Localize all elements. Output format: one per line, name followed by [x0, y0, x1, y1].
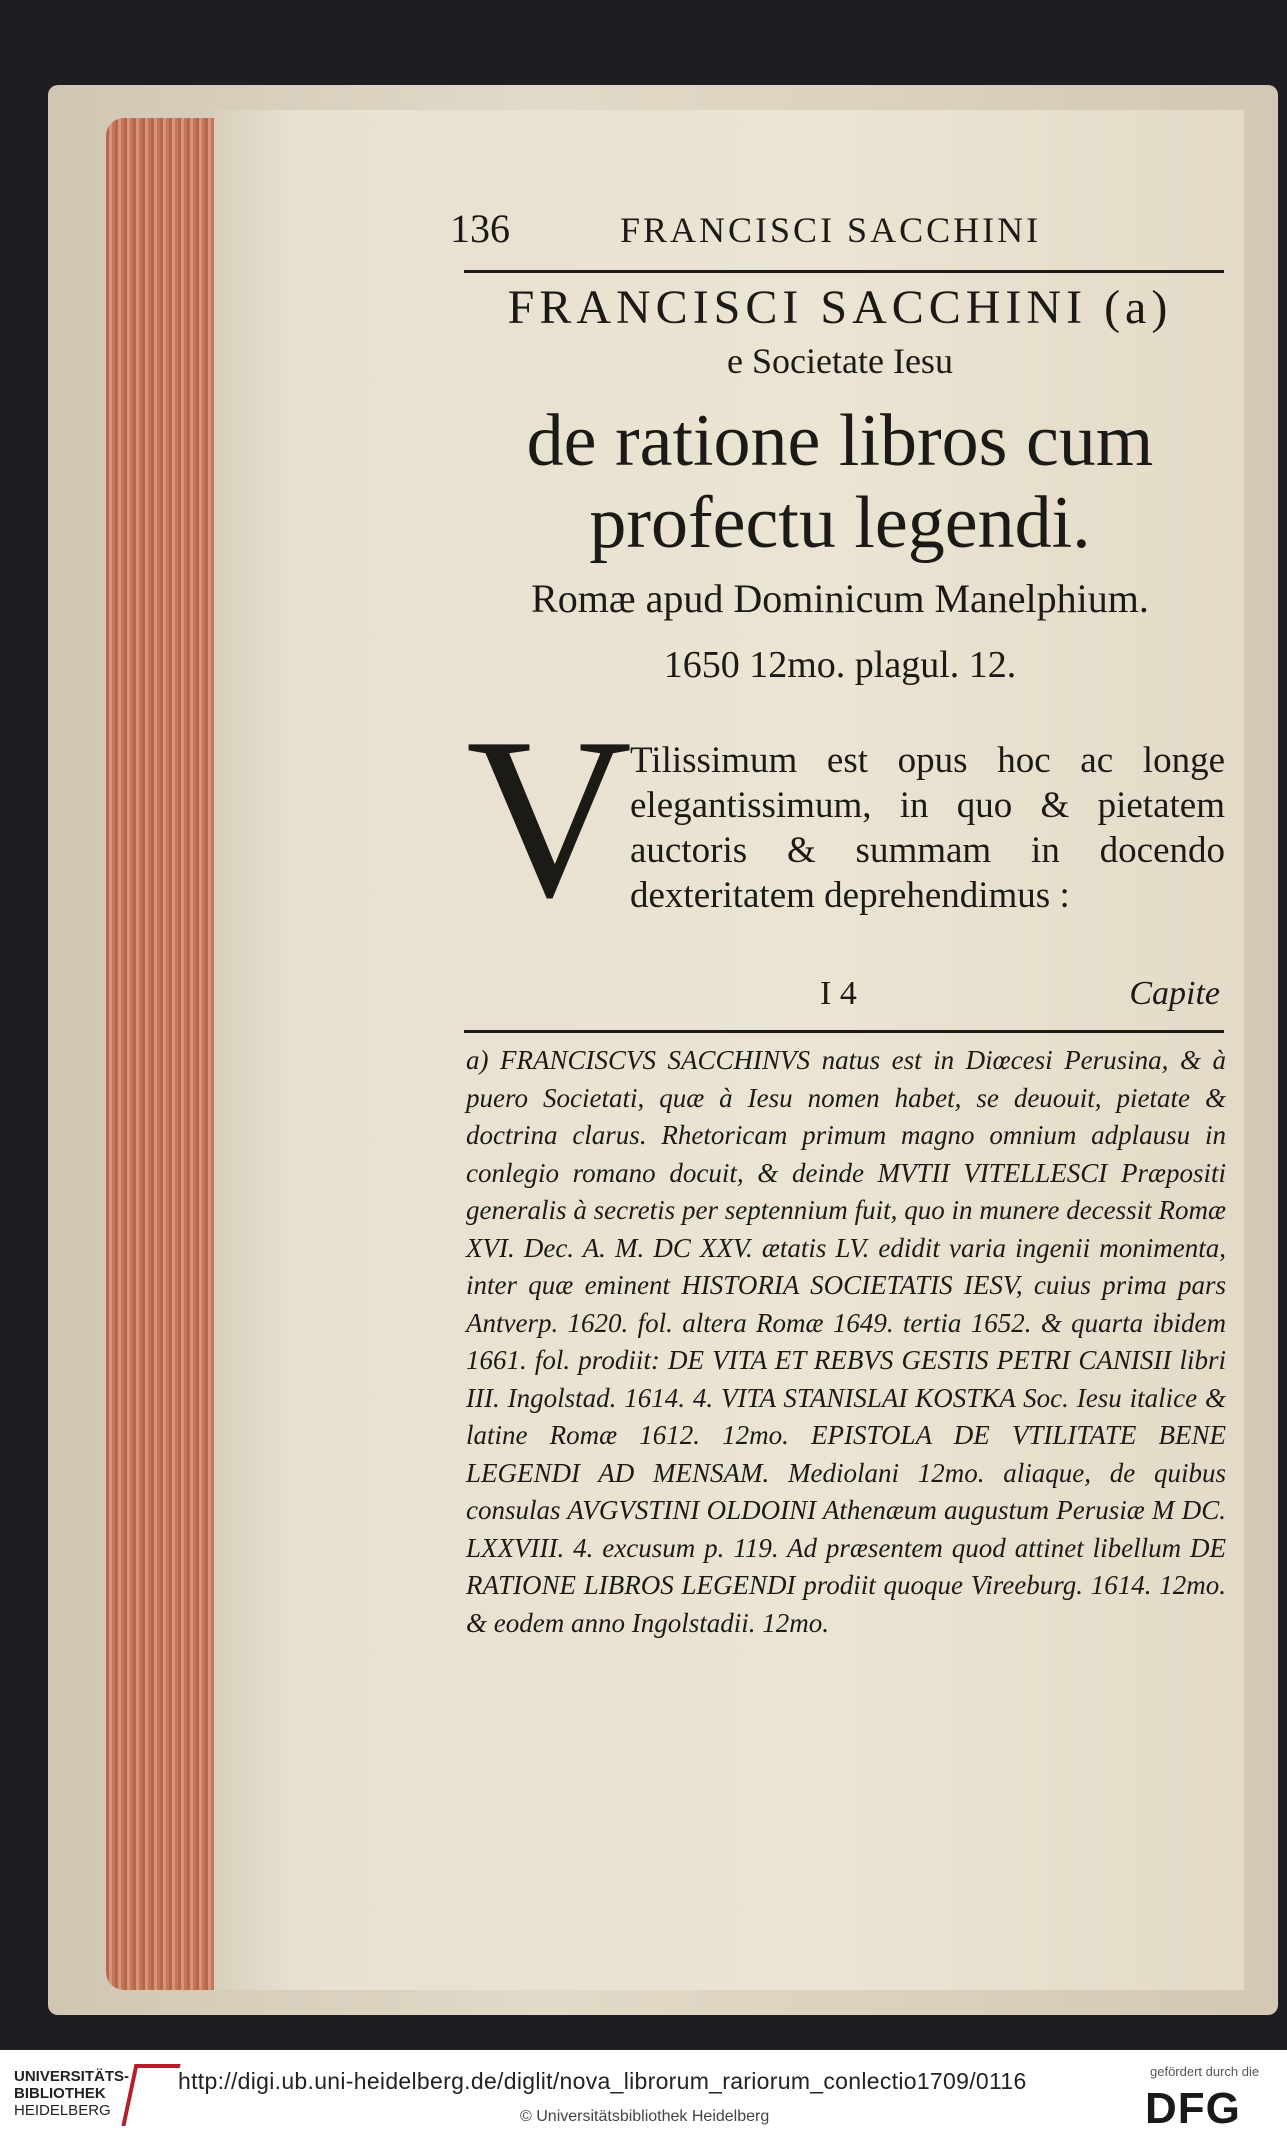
footnote-rule	[464, 1030, 1224, 1033]
body-text: Tilissimum est opus hoc ac longe elegantissimum, in quo & pietatem auctoris & summam in docendo dexteritatem deprehendimus :	[630, 740, 1225, 916]
header-rule	[464, 270, 1224, 273]
running-title: FRANCISCI SACCHINI	[620, 210, 1042, 250]
drop-cap: V	[466, 690, 633, 945]
signature-mark: I 4	[820, 975, 857, 1012]
title-date-format: 1650 12mo. plagul. 12.	[663, 644, 1017, 686]
library-name-line2: BIBLIOTHEK	[14, 2085, 106, 2102]
dfg-logo[interactable]: DFG	[1145, 2084, 1241, 2133]
copyright-notice: © Universitätsbibliothek Heidelberg	[520, 2108, 770, 2125]
viewer-footer	[0, 2050, 1287, 2142]
funded-by-label: gefördert durch die	[1150, 2064, 1260, 2079]
title-author: FRANCISCI SACCHINI (a)	[507, 281, 1173, 334]
library-logo[interactable]	[14, 2068, 129, 2119]
title-imprint: Romæ apud Dominicum Manelphium.	[531, 576, 1149, 621]
page-edges	[106, 118, 224, 1990]
footnote: a) FRANCISCVS SACCHINVS natus est in Diœcesi Perusina, & à puero Societati, quæ à Iesu nomen habet, se deuouit, pietate & doctrina clarus. Rhetoricam primum magno omnium adplausu in conlegio romano docuit, & deinde MVTII VITELLESCI Præpositi generalis à secretis per septennium fuit, quo in munere decessit Romæ XVI. Dec. A. M. DC XXV. ætatis LV. edidit varia ingenii monimenta, inter quæ eminent HISTORIA SOCIETATIS IESV, cuius prima pars Antverp. 1620. fol. altera Romæ 1649. tertia 1652. & quarta ibidem 1661. fol. prodiit: DE VITA ET REBVS GESTIS PETRI CANISII libri III. Ingolstad. 1614. 4. VITA STANISLAI KOSTKA Soc. Iesu italice & latine Romæ 1612. 12mo. EPISTOLA DE VTILITATE BENE LEGENDI AD MENSAM. Mediolani 12mo. aliaque, de quibus consulas AVGVSTINI OLDOINI Athenæum augustum Perusiæ M DC. LXXVIII. 4. excusum p. 119. Ad præsentem quod attinet libellum DE RATIONE LIBROS LEGENDI prodiit quoque Vireeburg. 1614. 12mo. & eodem anno Ingolstadii. 12mo.	[466, 1045, 1226, 1638]
catch-line	[820, 975, 1220, 1013]
catchword: Capite	[1129, 975, 1220, 1012]
running-head	[450, 205, 1230, 252]
library-name-line3: HEIDELBERG	[14, 2102, 111, 2119]
library-name-line1: UNIVERSITÄTS-	[14, 2068, 130, 2085]
title-society: e Societate Iesu	[727, 341, 953, 381]
library-logo-icon	[121, 2064, 180, 2126]
title-main: de ratione libros cum profectu legendi.	[526, 400, 1154, 564]
permalink-url[interactable]: http://digi.ub.uni-heidelberg.de/diglit/nova_librorum_rariorum_conlectio1709/0116	[178, 2068, 1027, 2094]
page-number: 136	[450, 206, 510, 251]
